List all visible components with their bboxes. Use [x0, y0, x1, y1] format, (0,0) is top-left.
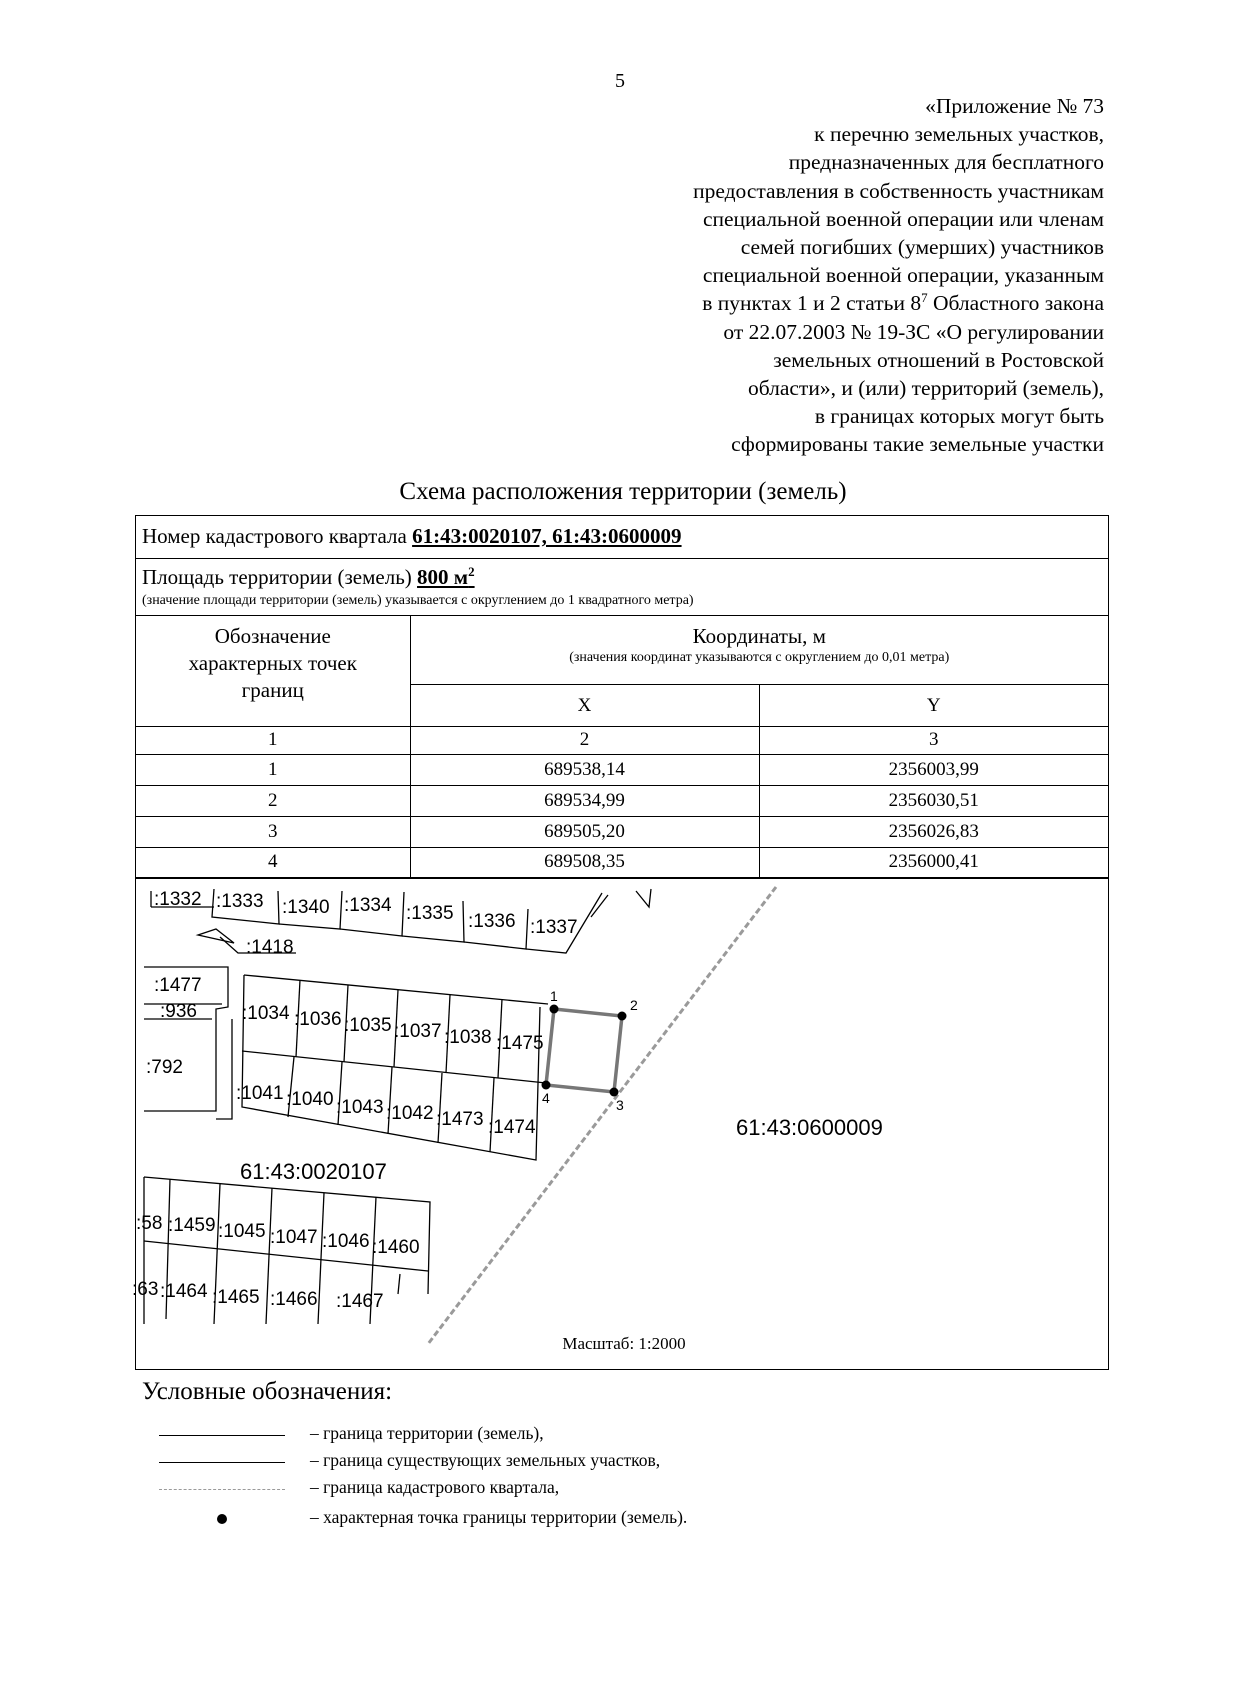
- coord-x: 689534,99: [410, 785, 759, 816]
- characteristic-point: [610, 1088, 619, 1097]
- appendix-line: специальной военной операции, указанным: [702, 263, 1104, 288]
- parcel-boundary: [438, 1073, 442, 1143]
- coord-x: 689505,20: [410, 816, 759, 847]
- table-row: [136, 785, 1108, 816]
- coord-y: 2356030,51: [759, 785, 1108, 816]
- parcel-label: :1418: [246, 937, 294, 958]
- area-unit-superscript: 2: [468, 564, 475, 579]
- quarter-line: [142, 524, 682, 549]
- point-number: 2: [136, 785, 410, 816]
- appendix-line: семей погибших (умерших) участников: [740, 235, 1104, 260]
- parcel-label: :1334: [344, 895, 392, 916]
- appendix-line: к перечню земельных участков,: [814, 122, 1104, 147]
- legend-symbol-solid: [155, 1425, 290, 1445]
- parcel-label: :1336: [468, 911, 516, 932]
- parcel-label: :1475: [496, 1033, 544, 1054]
- solid-line: [159, 1435, 285, 1436]
- parcel-label: :1332: [154, 889, 202, 910]
- parcel-label: :1047: [270, 1227, 318, 1248]
- page-number: 5: [615, 70, 625, 92]
- legend-title: Условные обозначения:: [142, 1378, 393, 1405]
- legend-symbol-dashed: [155, 1479, 290, 1499]
- parcel-label: :1043: [336, 1097, 384, 1118]
- header-x: X: [410, 684, 759, 726]
- parcel-boundary: [636, 889, 651, 907]
- parcel-label: :1459: [168, 1215, 216, 1236]
- parcel-label: :1340: [282, 897, 330, 918]
- table-row: [136, 847, 1108, 877]
- coordinates-table: [136, 615, 1108, 878]
- location-scheme: [132, 878, 1108, 1371]
- characteristic-point: [550, 1005, 559, 1014]
- quarter-label: 61:43:0600009: [736, 1115, 883, 1140]
- scheme-drawing: [132, 879, 1108, 1371]
- parcel-label: :1038: [444, 1027, 492, 1048]
- parcel-boundary: [216, 1019, 232, 1119]
- parcel-boundary: [318, 1193, 324, 1324]
- parcel-label: :1466: [270, 1289, 318, 1310]
- legend-text: – граница кадастрового квартала,: [310, 1477, 560, 1497]
- parcel-label: :1037: [394, 1021, 442, 1042]
- area-line: [142, 564, 475, 590]
- legend-symbol-dot: [155, 1509, 290, 1529]
- column-number: 3: [759, 726, 1108, 754]
- column-number: 1: [136, 726, 410, 754]
- table-number-row: [136, 726, 1108, 754]
- parcel-label: :1041: [236, 1083, 284, 1104]
- appendix-line: предоставления в собственность участникам: [693, 178, 1104, 203]
- dashed-line: [159, 1489, 285, 1490]
- parcel-boundary: [398, 1274, 400, 1294]
- parcel-label: :58: [136, 1213, 163, 1234]
- cadastral-quarter-row: [136, 516, 1108, 559]
- appendix-line: в границах которых могут быть: [814, 404, 1104, 429]
- point-label: 1: [550, 988, 558, 1004]
- parcel-label: :1040: [286, 1089, 334, 1110]
- parcel-boundary: [490, 1078, 494, 1152]
- parcel-label: :1035: [344, 1015, 392, 1036]
- parcel-label: :1042: [386, 1103, 434, 1124]
- territory-boundary: [546, 1009, 622, 1092]
- area-row: [136, 558, 1108, 616]
- coord-y: 2356026,83: [759, 816, 1108, 847]
- characteristic-point: [542, 1081, 551, 1090]
- legend-symbol-solid: [155, 1452, 290, 1472]
- header-coords-title: Координаты, м: [692, 624, 826, 648]
- parcel-label: :1046: [322, 1231, 370, 1252]
- point-number: 1: [136, 754, 410, 785]
- parcel-label: :1467: [336, 1291, 384, 1312]
- parcel-label: :1473: [436, 1109, 484, 1130]
- point-number: 3: [136, 816, 410, 847]
- table-row: [136, 754, 1108, 785]
- coord-y: 2356003,99: [759, 754, 1108, 785]
- legend-text: – граница территории (земель),: [310, 1423, 544, 1443]
- header-points-text: Обозначение характерных точек границ: [188, 624, 357, 702]
- coord-x: 689538,14: [410, 754, 759, 785]
- parcel-label: :1034: [242, 1003, 290, 1024]
- appendix-line-law: [544, 289, 1104, 317]
- header-points: [136, 615, 410, 726]
- header-coords: [410, 615, 1108, 684]
- appendix-line: специальной военной операции или членам: [702, 206, 1104, 231]
- appendix-line: области», и (или) территорий (земель),: [747, 376, 1104, 401]
- area-value: 800 м: [417, 565, 469, 589]
- legend-text: – граница существующих земельных участков,: [310, 1450, 661, 1470]
- point-label: 3: [616, 1097, 624, 1113]
- legend-item: [155, 1479, 855, 1499]
- quarter-label: 61:43:0020107: [240, 1159, 387, 1184]
- parcel-label: :1477: [154, 975, 202, 996]
- law-text: в пунктах 1 и 2 статьи 8: [702, 291, 922, 316]
- solid-line: [159, 1462, 285, 1463]
- parcel-label: :1474: [488, 1117, 536, 1138]
- legend-text: – характерная точка границы территории (земель).: [310, 1507, 688, 1527]
- scale-label: Масштаб: 1:2000: [562, 1334, 686, 1353]
- appendix-header: [544, 92, 1104, 459]
- parcel-label: :936: [160, 1001, 197, 1022]
- dot-icon: [217, 1514, 227, 1524]
- legend-item: [155, 1425, 855, 1445]
- legend-item: [155, 1452, 855, 1472]
- coord-x: 689508,35: [410, 847, 759, 877]
- header-coords-hint: (значения координат указываются с округлением до 0,01 метра): [569, 650, 950, 665]
- parcel-label: :1333: [216, 891, 264, 912]
- parcel-label: :1036: [294, 1009, 342, 1030]
- point-number: 4: [136, 847, 410, 877]
- document-title: Схема расположения территории (земель): [399, 478, 847, 505]
- appendix-line: «Приложение № 73: [925, 94, 1104, 118]
- parcel-label: :63: [132, 1279, 159, 1300]
- appendix-line: от 22.07.2003 № 19-ЗС «О регулировании: [723, 319, 1104, 344]
- coord-y: 2356000,41: [759, 847, 1108, 877]
- column-number: 2: [410, 726, 759, 754]
- parcel-label: :1335: [406, 903, 454, 924]
- parcel-label: :1460: [372, 1237, 420, 1258]
- scheme-frame: [132, 515, 1109, 1370]
- appendix-line: земельных отношений в Ростовской: [773, 347, 1104, 372]
- parcel-1418: [198, 929, 234, 943]
- parcel-label: :792: [146, 1057, 183, 1078]
- area-hint: (значение площади территории (земель) указывается с округлением до 1 квадратного метра): [142, 593, 694, 608]
- law-superscript: 7: [921, 290, 928, 306]
- table-header-row: [136, 615, 1108, 684]
- parcel-label: :1337: [530, 917, 578, 938]
- area-value-wrap: [417, 565, 475, 589]
- point-label: 4: [542, 1090, 550, 1106]
- parcel-label: :1465: [212, 1287, 260, 1308]
- appendix-line: предназначенных для бесплатного: [788, 150, 1104, 175]
- legend-item: [155, 1509, 855, 1529]
- area-label: Площадь территории (земель): [142, 565, 418, 589]
- point-label: 2: [630, 997, 638, 1013]
- header-y: Y: [759, 684, 1108, 726]
- quarter-label: Номер кадастрового квартала: [142, 524, 413, 548]
- law-text-end: Областного закона: [927, 291, 1104, 316]
- parcel-label: :1464: [160, 1281, 208, 1302]
- parcel-label: :1045: [218, 1221, 266, 1242]
- table-row: [136, 816, 1108, 847]
- characteristic-point: [618, 1012, 627, 1021]
- quarter-value: 61:43:0020107, 61:43:0600009: [412, 524, 682, 548]
- appendix-line: сформированы такие земельные участки: [731, 432, 1104, 457]
